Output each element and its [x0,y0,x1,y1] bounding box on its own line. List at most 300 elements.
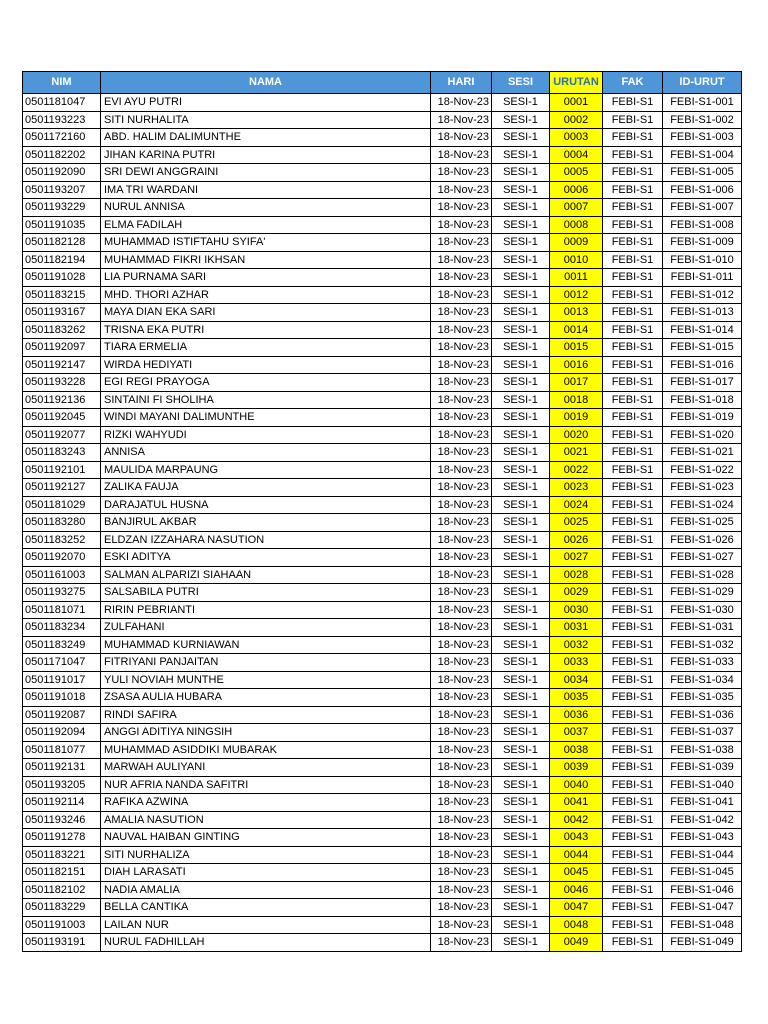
cell-nama[interactable]: RIZKI WAHYUDI [101,426,431,444]
cell-id-urut[interactable]: FEBI-S1-008 [663,216,742,234]
cell-urutan[interactable]: 0045 [550,864,603,882]
cell-id-urut[interactable]: FEBI-S1-043 [663,829,742,847]
cell-nim[interactable]: 0501183280 [23,514,101,532]
cell-urutan[interactable]: 0005 [550,164,603,182]
cell-urutan[interactable]: 0042 [550,811,603,829]
cell-fak[interactable]: FEBI-S1 [603,549,663,567]
cell-nama[interactable]: DIAH LARASATI [101,864,431,882]
cell-hari[interactable]: 18-Nov-23 [431,391,492,409]
cell-hari[interactable]: 18-Nov-23 [431,934,492,952]
cell-nim[interactable]: 0501193275 [23,584,101,602]
cell-hari[interactable]: 18-Nov-23 [431,549,492,567]
cell-hari[interactable]: 18-Nov-23 [431,409,492,427]
cell-sesi[interactable]: SESI-1 [492,549,550,567]
cell-id-urut[interactable]: FEBI-S1-048 [663,916,742,934]
cell-id-urut[interactable]: FEBI-S1-019 [663,409,742,427]
cell-nim[interactable]: 0501183249 [23,636,101,654]
cell-hari[interactable]: 18-Nov-23 [431,759,492,777]
cell-hari[interactable]: 18-Nov-23 [431,216,492,234]
cell-hari[interactable]: 18-Nov-23 [431,846,492,864]
cell-nim[interactable]: 0501193229 [23,199,101,217]
cell-nama[interactable]: SITI NURHALITA [101,111,431,129]
cell-sesi[interactable]: SESI-1 [492,514,550,532]
cell-urutan[interactable]: 0040 [550,776,603,794]
cell-nama[interactable]: ANGGI ADITIYA NINGSIH [101,724,431,742]
cell-hari[interactable]: 18-Nov-23 [431,531,492,549]
cell-sesi[interactable]: SESI-1 [492,409,550,427]
cell-nama[interactable]: ESKI ADITYA [101,549,431,567]
cell-nama[interactable]: LIA PURNAMA SARI [101,269,431,287]
cell-sesi[interactable]: SESI-1 [492,741,550,759]
cell-urutan[interactable]: 0011 [550,269,603,287]
cell-fak[interactable]: FEBI-S1 [603,514,663,532]
cell-id-urut[interactable]: FEBI-S1-021 [663,444,742,462]
cell-nama[interactable]: MUHAMMAD FIKRI IKHSAN [101,251,431,269]
cell-hari[interactable]: 18-Nov-23 [431,251,492,269]
cell-urutan[interactable]: 0024 [550,496,603,514]
cell-urutan[interactable]: 0013 [550,304,603,322]
cell-urutan[interactable]: 0019 [550,409,603,427]
cell-fak[interactable]: FEBI-S1 [603,234,663,252]
cell-urutan[interactable]: 0002 [550,111,603,129]
cell-id-urut[interactable]: FEBI-S1-012 [663,286,742,304]
cell-id-urut[interactable]: FEBI-S1-005 [663,164,742,182]
cell-urutan[interactable]: 0038 [550,741,603,759]
cell-nama[interactable]: FITRIYANI PANJAITAN [101,654,431,672]
header-nama[interactable]: NAMA [101,72,431,94]
cell-fak[interactable]: FEBI-S1 [603,391,663,409]
cell-nama[interactable]: SRI DEWI ANGGRAINI [101,164,431,182]
cell-nim[interactable]: 0501182202 [23,146,101,164]
cell-hari[interactable]: 18-Nov-23 [431,899,492,917]
cell-nim[interactable]: 0501182151 [23,864,101,882]
cell-sesi[interactable]: SESI-1 [492,269,550,287]
cell-nim[interactable]: 0501193205 [23,776,101,794]
cell-nama[interactable]: ANNISA [101,444,431,462]
cell-sesi[interactable]: SESI-1 [492,846,550,864]
cell-id-urut[interactable]: FEBI-S1-017 [663,374,742,392]
cell-urutan[interactable]: 0044 [550,846,603,864]
cell-nama[interactable]: ZULFAHANI [101,619,431,637]
cell-sesi[interactable]: SESI-1 [492,94,550,112]
cell-hari[interactable]: 18-Nov-23 [431,864,492,882]
cell-nama[interactable]: IMA TRI WARDANI [101,181,431,199]
cell-nim[interactable]: 0501192114 [23,794,101,812]
cell-id-urut[interactable]: FEBI-S1-028 [663,566,742,584]
cell-sesi[interactable]: SESI-1 [492,426,550,444]
cell-urutan[interactable]: 0046 [550,881,603,899]
cell-fak[interactable]: FEBI-S1 [603,584,663,602]
cell-id-urut[interactable]: FEBI-S1-035 [663,689,742,707]
cell-id-urut[interactable]: FEBI-S1-033 [663,654,742,672]
cell-fak[interactable]: FEBI-S1 [603,181,663,199]
cell-nim[interactable]: 0501182102 [23,881,101,899]
cell-nama[interactable]: RIRIN PEBRIANTI [101,601,431,619]
cell-fak[interactable]: FEBI-S1 [603,636,663,654]
cell-hari[interactable]: 18-Nov-23 [431,706,492,724]
cell-fak[interactable]: FEBI-S1 [603,689,663,707]
cell-nim[interactable]: 0501192090 [23,164,101,182]
cell-hari[interactable]: 18-Nov-23 [431,601,492,619]
cell-nim[interactable]: 0501183229 [23,899,101,917]
cell-nim[interactable]: 0501172160 [23,129,101,147]
cell-nim[interactable]: 0501191035 [23,216,101,234]
cell-nama[interactable]: ZSASA AULIA HUBARA [101,689,431,707]
cell-sesi[interactable]: SESI-1 [492,531,550,549]
cell-urutan[interactable]: 0018 [550,391,603,409]
cell-sesi[interactable]: SESI-1 [492,461,550,479]
cell-hari[interactable]: 18-Nov-23 [431,444,492,462]
cell-id-urut[interactable]: FEBI-S1-038 [663,741,742,759]
cell-sesi[interactable]: SESI-1 [492,619,550,637]
cell-id-urut[interactable]: FEBI-S1-041 [663,794,742,812]
cell-hari[interactable]: 18-Nov-23 [431,829,492,847]
cell-id-urut[interactable]: FEBI-S1-009 [663,234,742,252]
cell-urutan[interactable]: 0016 [550,356,603,374]
cell-urutan[interactable]: 0030 [550,601,603,619]
cell-fak[interactable]: FEBI-S1 [603,111,663,129]
cell-fak[interactable]: FEBI-S1 [603,444,663,462]
cell-sesi[interactable]: SESI-1 [492,636,550,654]
cell-id-urut[interactable]: FEBI-S1-015 [663,339,742,357]
cell-fak[interactable]: FEBI-S1 [603,881,663,899]
cell-sesi[interactable]: SESI-1 [492,934,550,952]
cell-nim[interactable]: 0501183234 [23,619,101,637]
cell-hari[interactable]: 18-Nov-23 [431,461,492,479]
cell-sesi[interactable]: SESI-1 [492,811,550,829]
cell-nama[interactable]: YULI NOVIAH MUNTHE [101,671,431,689]
cell-fak[interactable]: FEBI-S1 [603,146,663,164]
cell-nama[interactable]: NURUL FADHILLAH [101,934,431,952]
cell-sesi[interactable]: SESI-1 [492,881,550,899]
cell-hari[interactable]: 18-Nov-23 [431,146,492,164]
cell-hari[interactable]: 18-Nov-23 [431,199,492,217]
cell-nama[interactable]: MAYA DIAN EKA SARI [101,304,431,322]
cell-hari[interactable]: 18-Nov-23 [431,496,492,514]
cell-id-urut[interactable]: FEBI-S1-016 [663,356,742,374]
cell-fak[interactable]: FEBI-S1 [603,829,663,847]
cell-sesi[interactable]: SESI-1 [492,286,550,304]
cell-urutan[interactable]: 0006 [550,181,603,199]
cell-fak[interactable]: FEBI-S1 [603,706,663,724]
cell-fak[interactable]: FEBI-S1 [603,321,663,339]
cell-fak[interactable]: FEBI-S1 [603,496,663,514]
cell-sesi[interactable]: SESI-1 [492,689,550,707]
cell-fak[interactable]: FEBI-S1 [603,899,663,917]
cell-urutan[interactable]: 0012 [550,286,603,304]
cell-id-urut[interactable]: FEBI-S1-002 [663,111,742,129]
cell-urutan[interactable]: 0043 [550,829,603,847]
cell-fak[interactable]: FEBI-S1 [603,846,663,864]
cell-hari[interactable]: 18-Nov-23 [431,181,492,199]
cell-fak[interactable]: FEBI-S1 [603,811,663,829]
cell-hari[interactable]: 18-Nov-23 [431,356,492,374]
cell-id-urut[interactable]: FEBI-S1-049 [663,934,742,952]
cell-nama[interactable]: SALMAN ALPARIZI SIAHAAN [101,566,431,584]
header-urutan[interactable]: URUTAN [550,72,603,94]
cell-fak[interactable]: FEBI-S1 [603,251,663,269]
cell-nim[interactable]: 0501192094 [23,724,101,742]
cell-hari[interactable]: 18-Nov-23 [431,129,492,147]
cell-urutan[interactable]: 0007 [550,199,603,217]
cell-sesi[interactable]: SESI-1 [492,601,550,619]
cell-sesi[interactable]: SESI-1 [492,759,550,777]
cell-fak[interactable]: FEBI-S1 [603,934,663,952]
cell-urutan[interactable]: 0028 [550,566,603,584]
cell-id-urut[interactable]: FEBI-S1-045 [663,864,742,882]
cell-hari[interactable]: 18-Nov-23 [431,339,492,357]
cell-nim[interactable]: 0501193167 [23,304,101,322]
cell-id-urut[interactable]: FEBI-S1-023 [663,479,742,497]
cell-id-urut[interactable]: FEBI-S1-030 [663,601,742,619]
cell-hari[interactable]: 18-Nov-23 [431,881,492,899]
cell-nim[interactable]: 0501192127 [23,479,101,497]
cell-sesi[interactable]: SESI-1 [492,899,550,917]
cell-hari[interactable]: 18-Nov-23 [431,566,492,584]
cell-hari[interactable]: 18-Nov-23 [431,794,492,812]
cell-urutan[interactable]: 0029 [550,584,603,602]
cell-nim[interactable]: 0501182128 [23,234,101,252]
cell-urutan[interactable]: 0033 [550,654,603,672]
cell-fak[interactable]: FEBI-S1 [603,724,663,742]
cell-id-urut[interactable]: FEBI-S1-026 [663,531,742,549]
cell-nim[interactable]: 0501191017 [23,671,101,689]
cell-id-urut[interactable]: FEBI-S1-014 [663,321,742,339]
cell-sesi[interactable]: SESI-1 [492,724,550,742]
cell-nama[interactable]: BANJIRUL AKBAR [101,514,431,532]
cell-nama[interactable]: SINTAINI FI SHOLIHA [101,391,431,409]
cell-fak[interactable]: FEBI-S1 [603,164,663,182]
cell-nim[interactable]: 0501192097 [23,339,101,357]
cell-fak[interactable]: FEBI-S1 [603,531,663,549]
cell-nama[interactable]: MUHAMMAD KURNIAWAN [101,636,431,654]
cell-fak[interactable]: FEBI-S1 [603,776,663,794]
cell-nama[interactable]: RAFIKA AZWINA [101,794,431,812]
cell-id-urut[interactable]: FEBI-S1-034 [663,671,742,689]
cell-fak[interactable]: FEBI-S1 [603,216,663,234]
cell-nim[interactable]: 0501192101 [23,461,101,479]
cell-sesi[interactable]: SESI-1 [492,199,550,217]
cell-nama[interactable]: SITI NURHALIZA [101,846,431,864]
cell-fak[interactable]: FEBI-S1 [603,671,663,689]
cell-hari[interactable]: 18-Nov-23 [431,269,492,287]
cell-nim[interactable]: 0501193246 [23,811,101,829]
cell-id-urut[interactable]: FEBI-S1-027 [663,549,742,567]
cell-nim[interactable]: 0501192077 [23,426,101,444]
cell-nama[interactable]: MUHAMMAD ASIDDIKI MUBARAK [101,741,431,759]
cell-nim[interactable]: 0501183262 [23,321,101,339]
cell-nim[interactable]: 0501182194 [23,251,101,269]
cell-nama[interactable]: LAILAN NUR [101,916,431,934]
cell-id-urut[interactable]: FEBI-S1-039 [663,759,742,777]
cell-nama[interactable]: NAUVAL HAIBAN GINTING [101,829,431,847]
cell-sesi[interactable]: SESI-1 [492,251,550,269]
header-nim[interactable]: NIM [23,72,101,94]
cell-urutan[interactable]: 0009 [550,234,603,252]
cell-sesi[interactable]: SESI-1 [492,304,550,322]
cell-nama[interactable]: EGI REGI PRAYOGA [101,374,431,392]
cell-nim[interactable]: 0501181047 [23,94,101,112]
cell-urutan[interactable]: 0003 [550,129,603,147]
cell-hari[interactable]: 18-Nov-23 [431,776,492,794]
cell-sesi[interactable]: SESI-1 [492,776,550,794]
cell-id-urut[interactable]: FEBI-S1-025 [663,514,742,532]
cell-hari[interactable]: 18-Nov-23 [431,111,492,129]
cell-id-urut[interactable]: FEBI-S1-044 [663,846,742,864]
cell-hari[interactable]: 18-Nov-23 [431,514,492,532]
cell-sesi[interactable]: SESI-1 [492,146,550,164]
cell-sesi[interactable]: SESI-1 [492,356,550,374]
cell-sesi[interactable]: SESI-1 [492,706,550,724]
cell-id-urut[interactable]: FEBI-S1-024 [663,496,742,514]
cell-hari[interactable]: 18-Nov-23 [431,164,492,182]
cell-sesi[interactable]: SESI-1 [492,864,550,882]
cell-hari[interactable]: 18-Nov-23 [431,741,492,759]
cell-sesi[interactable]: SESI-1 [492,234,550,252]
cell-id-urut[interactable]: FEBI-S1-046 [663,881,742,899]
cell-urutan[interactable]: 0031 [550,619,603,637]
cell-urutan[interactable]: 0027 [550,549,603,567]
cell-urutan[interactable]: 0020 [550,426,603,444]
cell-urutan[interactable]: 0026 [550,531,603,549]
cell-nama[interactable]: EVI AYU PUTRI [101,94,431,112]
cell-urutan[interactable]: 0036 [550,706,603,724]
cell-urutan[interactable]: 0010 [550,251,603,269]
cell-fak[interactable]: FEBI-S1 [603,374,663,392]
cell-fak[interactable]: FEBI-S1 [603,356,663,374]
cell-urutan[interactable]: 0004 [550,146,603,164]
cell-sesi[interactable]: SESI-1 [492,584,550,602]
cell-sesi[interactable]: SESI-1 [492,391,550,409]
cell-sesi[interactable]: SESI-1 [492,794,550,812]
cell-fak[interactable]: FEBI-S1 [603,741,663,759]
cell-urutan[interactable]: 0023 [550,479,603,497]
cell-sesi[interactable]: SESI-1 [492,216,550,234]
cell-fak[interactable]: FEBI-S1 [603,601,663,619]
cell-id-urut[interactable]: FEBI-S1-006 [663,181,742,199]
cell-nim[interactable]: 0501192147 [23,356,101,374]
cell-nama[interactable]: SALSABILA PUTRI [101,584,431,602]
cell-urutan[interactable]: 0048 [550,916,603,934]
cell-nim[interactable]: 0501192087 [23,706,101,724]
cell-fak[interactable]: FEBI-S1 [603,916,663,934]
cell-nim[interactable]: 0501181077 [23,741,101,759]
cell-nim[interactable]: 0501193207 [23,181,101,199]
cell-urutan[interactable]: 0047 [550,899,603,917]
header-fak[interactable]: FAK [603,72,663,94]
cell-nim[interactable]: 0501183221 [23,846,101,864]
cell-fak[interactable]: FEBI-S1 [603,339,663,357]
cell-hari[interactable]: 18-Nov-23 [431,234,492,252]
cell-fak[interactable]: FEBI-S1 [603,619,663,637]
cell-nama[interactable]: ELDZAN IZZAHARA NASUTION [101,531,431,549]
cell-urutan[interactable]: 0041 [550,794,603,812]
cell-nama[interactable]: TRISNA EKA PUTRI [101,321,431,339]
cell-nim[interactable]: 0501161003 [23,566,101,584]
cell-nim[interactable]: 0501193223 [23,111,101,129]
cell-hari[interactable]: 18-Nov-23 [431,94,492,112]
cell-id-urut[interactable]: FEBI-S1-032 [663,636,742,654]
cell-nama[interactable]: BELLA CANTIKA [101,899,431,917]
cell-fak[interactable]: FEBI-S1 [603,199,663,217]
cell-id-urut[interactable]: FEBI-S1-007 [663,199,742,217]
cell-fak[interactable]: FEBI-S1 [603,461,663,479]
cell-id-urut[interactable]: FEBI-S1-037 [663,724,742,742]
cell-urutan[interactable]: 0049 [550,934,603,952]
cell-sesi[interactable]: SESI-1 [492,916,550,934]
cell-hari[interactable]: 18-Nov-23 [431,584,492,602]
cell-sesi[interactable]: SESI-1 [492,654,550,672]
cell-sesi[interactable]: SESI-1 [492,444,550,462]
cell-nama[interactable]: TIARA ERMELIA [101,339,431,357]
cell-hari[interactable]: 18-Nov-23 [431,654,492,672]
cell-hari[interactable]: 18-Nov-23 [431,671,492,689]
cell-urutan[interactable]: 0032 [550,636,603,654]
cell-urutan[interactable]: 0014 [550,321,603,339]
cell-sesi[interactable]: SESI-1 [492,671,550,689]
cell-fak[interactable]: FEBI-S1 [603,864,663,882]
cell-nama[interactable]: WINDI MAYANI DALIMUNTHE [101,409,431,427]
cell-fak[interactable]: FEBI-S1 [603,479,663,497]
cell-id-urut[interactable]: FEBI-S1-040 [663,776,742,794]
cell-nama[interactable]: NUR AFRIA NANDA SAFITRI [101,776,431,794]
cell-id-urut[interactable]: FEBI-S1-001 [663,94,742,112]
cell-nim[interactable]: 0501191278 [23,829,101,847]
cell-nama[interactable]: WIRDA HEDIYATI [101,356,431,374]
cell-id-urut[interactable]: FEBI-S1-020 [663,426,742,444]
cell-sesi[interactable]: SESI-1 [492,479,550,497]
cell-nim[interactable]: 0501183215 [23,286,101,304]
cell-sesi[interactable]: SESI-1 [492,129,550,147]
cell-urutan[interactable]: 0015 [550,339,603,357]
cell-id-urut[interactable]: FEBI-S1-022 [663,461,742,479]
cell-nim[interactable]: 0501193191 [23,934,101,952]
cell-fak[interactable]: FEBI-S1 [603,794,663,812]
cell-nama[interactable]: MHD. THORI AZHAR [101,286,431,304]
cell-urutan[interactable]: 0034 [550,671,603,689]
cell-nim[interactable]: 0501191028 [23,269,101,287]
cell-nim[interactable]: 0501192131 [23,759,101,777]
cell-nama[interactable]: MARWAH AULIYANI [101,759,431,777]
cell-nama[interactable]: MUHAMMAD ISTIFTAHU SYIFA' [101,234,431,252]
header-sesi[interactable]: SESI [492,72,550,94]
cell-urutan[interactable]: 0037 [550,724,603,742]
cell-hari[interactable]: 18-Nov-23 [431,374,492,392]
cell-id-urut[interactable]: FEBI-S1-029 [663,584,742,602]
cell-nim[interactable]: 0501191018 [23,689,101,707]
cell-fak[interactable]: FEBI-S1 [603,759,663,777]
cell-sesi[interactable]: SESI-1 [492,829,550,847]
cell-nama[interactable]: MAULIDA MARPAUNG [101,461,431,479]
cell-nama[interactable]: JIHAN KARINA PUTRI [101,146,431,164]
cell-nama[interactable]: ABD. HALIM DALIMUNTHE [101,129,431,147]
cell-hari[interactable]: 18-Nov-23 [431,321,492,339]
cell-nim[interactable]: 0501192136 [23,391,101,409]
cell-nama[interactable]: ELMA FADILAH [101,216,431,234]
cell-sesi[interactable]: SESI-1 [492,164,550,182]
cell-sesi[interactable]: SESI-1 [492,339,550,357]
cell-nim[interactable]: 0501181071 [23,601,101,619]
cell-id-urut[interactable]: FEBI-S1-010 [663,251,742,269]
cell-id-urut[interactable]: FEBI-S1-018 [663,391,742,409]
cell-urutan[interactable]: 0008 [550,216,603,234]
cell-nim[interactable]: 0501192045 [23,409,101,427]
cell-urutan[interactable]: 0021 [550,444,603,462]
cell-nama[interactable]: NURUL ANNISA [101,199,431,217]
cell-hari[interactable]: 18-Nov-23 [431,811,492,829]
cell-fak[interactable]: FEBI-S1 [603,654,663,672]
cell-hari[interactable]: 18-Nov-23 [431,724,492,742]
